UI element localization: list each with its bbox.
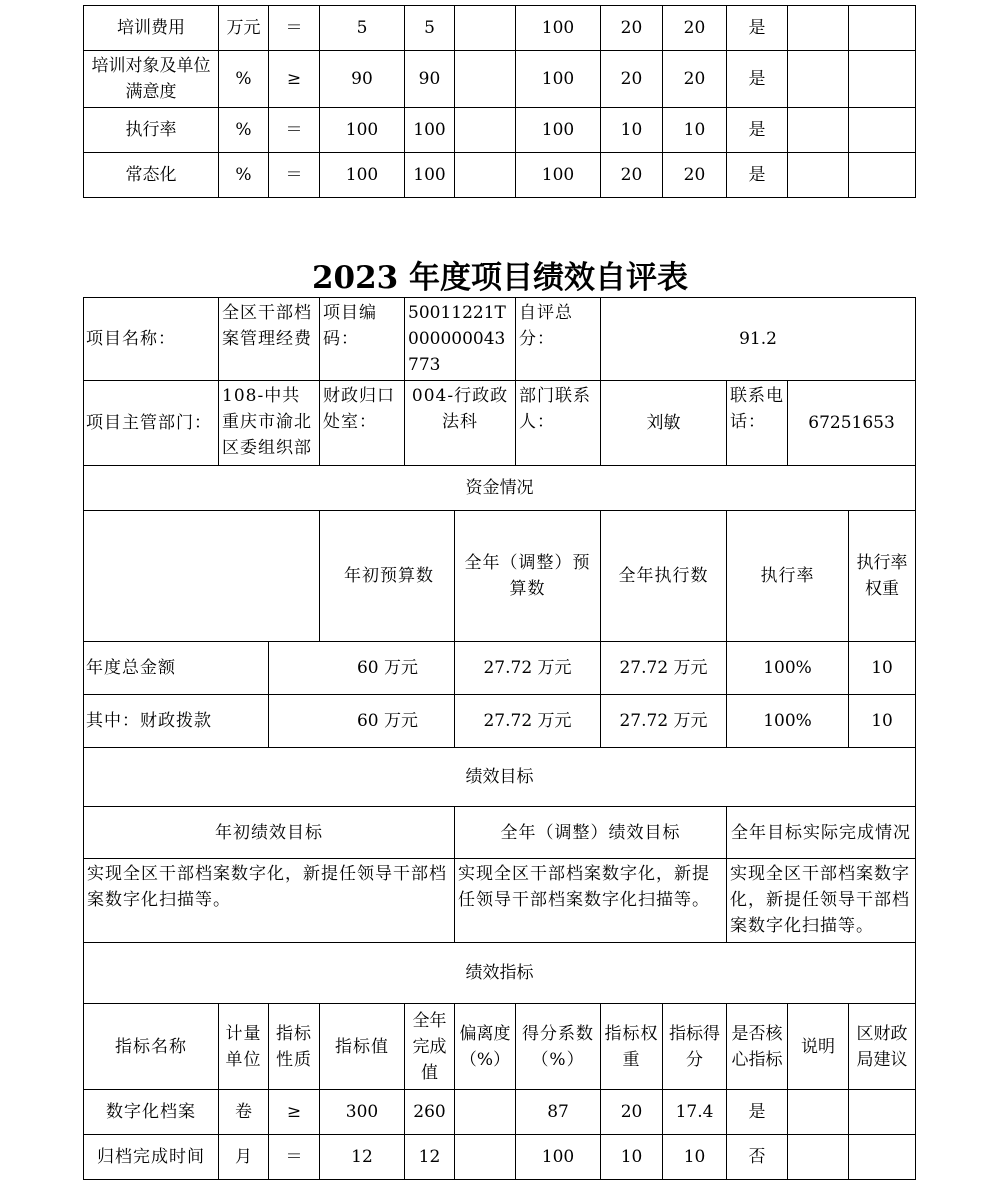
indicator-name: 执行率 — [84, 108, 219, 153]
indicator-name: 培训费用 — [84, 6, 219, 51]
indicator-name: 归档完成时间 — [84, 1135, 219, 1180]
indicator-note — [788, 1090, 849, 1135]
goals-initial-text: 实现全区干部档案数字化，新提任领导干部档案数字化扫描等。 — [84, 859, 455, 943]
indicator-deviation — [455, 6, 516, 51]
funds-header-row — [84, 511, 916, 642]
evaluation-table — [83, 297, 916, 1180]
indicator-note — [788, 1135, 849, 1180]
header-note: 说明 — [788, 1004, 849, 1090]
indicator-deviation — [455, 108, 516, 153]
funds-row-label: 其中：财政拨款 — [84, 695, 269, 748]
page-title: 2023 年度项目绩效自评表 — [311, 260, 689, 296]
indicator-unit: % — [219, 108, 269, 153]
indicator-target: 100 — [320, 153, 405, 198]
header-coef: 得分系数（%） — [516, 1004, 601, 1090]
header-done: 全年完成值 — [405, 1004, 455, 1090]
contact-label: 部门联系人： — [516, 381, 601, 466]
indicator-core: 是 — [727, 6, 788, 51]
goals-adjusted-text: 实现全区干部档案数字化，新提任领导干部档案数字化扫描等。 — [455, 859, 727, 943]
funds-weight: 10 — [849, 642, 916, 695]
goals-content-row — [84, 859, 916, 943]
table-row — [84, 6, 916, 51]
indicator-unit: % — [219, 51, 269, 108]
indicator-target: 100 — [320, 108, 405, 153]
funds-header-adjusted: 全年（调整）预算数 — [455, 511, 601, 642]
table-row — [84, 1135, 916, 1180]
table-row — [84, 642, 916, 695]
goals-header-initial: 年初绩效目标 — [84, 807, 455, 859]
goals-header-adjusted: 全年（调整）绩效目标 — [455, 807, 727, 859]
indicator-advice — [849, 1135, 916, 1180]
header-indicator-name: 指标名称 — [84, 1004, 219, 1090]
header-unit: 计量单位 — [219, 1004, 269, 1090]
funds-rate: 100% — [727, 642, 849, 695]
indicator-advice — [849, 6, 916, 51]
funds-header-initial: 年初预算数 — [320, 511, 455, 642]
indicator-score: 20 — [663, 6, 727, 51]
funds-executed: 27.72 万元 — [601, 642, 727, 695]
indicator-nature: ＝ — [269, 153, 320, 198]
indicator-target: 300 — [320, 1090, 405, 1135]
indicator-core: 是 — [727, 51, 788, 108]
table-row — [84, 1090, 916, 1135]
funds-section-row — [84, 466, 916, 511]
indicator-deviation — [455, 1090, 516, 1135]
table-row — [84, 695, 916, 748]
funds-initial: 60 万元 — [269, 642, 455, 695]
indicator-advice — [849, 108, 916, 153]
goals-actual-text: 实现全区干部档案数字化，新提任领导干部档案数字化扫描等。 — [727, 859, 916, 943]
indicator-target: 5 — [320, 6, 405, 51]
indicator-advice — [849, 51, 916, 108]
indicator-coef: 87 — [516, 1090, 601, 1135]
indicator-coef: 100 — [516, 6, 601, 51]
funds-rate: 100% — [727, 695, 849, 748]
funds-header-executed: 全年执行数 — [601, 511, 727, 642]
department-value: 108-中共重庆市渝北区委组织部 — [219, 381, 320, 466]
department-row — [84, 381, 916, 466]
indicator-coef: 100 — [516, 1135, 601, 1180]
self-score-label: 自评总分： — [516, 298, 601, 381]
previous-indicator-table — [83, 5, 916, 198]
indicator-coef: 100 — [516, 51, 601, 108]
indicator-score: 10 — [663, 1135, 727, 1180]
indicator-deviation — [455, 1135, 516, 1180]
indicator-core: 否 — [727, 1135, 788, 1180]
project-code-label: 项目编码： — [320, 298, 405, 381]
department-label: 项目主管部门： — [84, 381, 219, 466]
table-row — [84, 51, 916, 108]
indicator-weight: 20 — [601, 51, 663, 108]
project-name-value: 全区干部档案管理经费 — [219, 298, 320, 381]
goals-section-row — [84, 748, 916, 807]
indicator-nature: ≥ — [269, 1090, 320, 1135]
indicator-done: 100 — [405, 108, 455, 153]
indicator-advice — [849, 1090, 916, 1135]
header-score: 指标得分 — [663, 1004, 727, 1090]
indicator-done: 90 — [405, 51, 455, 108]
indicator-target: 12 — [320, 1135, 405, 1180]
indicator-weight: 10 — [601, 108, 663, 153]
indicator-score: 17.4 — [663, 1090, 727, 1135]
header-deviation: 偏离度（%） — [455, 1004, 516, 1090]
funds-header-rate: 执行率 — [727, 511, 849, 642]
header-weight: 指标权重 — [601, 1004, 663, 1090]
indicator-done: 260 — [405, 1090, 455, 1135]
goals-section-title: 绩效目标 — [84, 748, 916, 807]
indicator-core: 是 — [727, 153, 788, 198]
indicators-section-title: 绩效指标 — [84, 943, 916, 1004]
indicator-nature: ＝ — [269, 6, 320, 51]
indicator-unit: 月 — [219, 1135, 269, 1180]
funds-header-weight: 执行率权重 — [849, 511, 916, 642]
table-row — [84, 153, 916, 198]
indicator-weight: 20 — [601, 1090, 663, 1135]
finance-office-label: 财政归口处室： — [320, 381, 405, 466]
funds-weight: 10 — [849, 695, 916, 748]
project-name-label: 项目名称： — [84, 298, 219, 381]
indicator-advice — [849, 153, 916, 198]
project-code-value: 50011221T000000043773 — [405, 298, 516, 381]
indicator-done: 12 — [405, 1135, 455, 1180]
indicator-coef: 100 — [516, 108, 601, 153]
phone-label: 联系电话： — [727, 381, 788, 466]
indicators-header-row — [84, 1004, 916, 1090]
funds-executed: 27.72 万元 — [601, 695, 727, 748]
indicator-deviation — [455, 51, 516, 108]
indicator-nature: ＝ — [269, 1135, 320, 1180]
indicator-core: 是 — [727, 108, 788, 153]
indicator-deviation — [455, 153, 516, 198]
indicator-score: 10 — [663, 108, 727, 153]
funds-adjusted: 27.72 万元 — [455, 642, 601, 695]
contact-value: 刘敏 — [601, 381, 727, 466]
indicator-note — [788, 6, 849, 51]
funds-header-blank — [84, 511, 320, 642]
indicator-score: 20 — [663, 153, 727, 198]
indicator-done: 100 — [405, 153, 455, 198]
indicator-unit: 卷 — [219, 1090, 269, 1135]
indicator-name: 数字化档案 — [84, 1090, 219, 1135]
project-info-row — [84, 298, 916, 381]
indicator-name: 常态化 — [84, 153, 219, 198]
funds-initial: 60 万元 — [269, 695, 455, 748]
indicator-weight: 10 — [601, 1135, 663, 1180]
indicator-nature: ≥ — [269, 51, 320, 108]
funds-adjusted: 27.72 万元 — [455, 695, 601, 748]
goals-header-actual: 全年目标实际完成情况 — [727, 807, 916, 859]
indicator-weight: 20 — [601, 153, 663, 198]
indicator-done: 5 — [405, 6, 455, 51]
indicator-score: 20 — [663, 51, 727, 108]
indicator-name: 培训对象及单位满意度 — [84, 51, 219, 108]
indicator-target: 90 — [320, 51, 405, 108]
table-row — [84, 108, 916, 153]
indicators-section-row — [84, 943, 916, 1004]
indicator-core: 是 — [727, 1090, 788, 1135]
indicator-note — [788, 51, 849, 108]
indicator-note — [788, 108, 849, 153]
self-score-value: 91.2 — [601, 298, 916, 381]
funds-section-title: 资金情况 — [84, 466, 916, 511]
header-nature: 指标性质 — [269, 1004, 320, 1090]
indicator-nature: ＝ — [269, 108, 320, 153]
indicator-coef: 100 — [516, 153, 601, 198]
funds-row-label: 年度总金额 — [84, 642, 269, 695]
finance-office-value: 004-行政政法科 — [405, 381, 516, 466]
indicator-note — [788, 153, 849, 198]
indicator-weight: 20 — [601, 6, 663, 51]
phone-value: 67251653 — [788, 381, 916, 466]
header-target: 指标值 — [320, 1004, 405, 1090]
header-advice: 区财政局建议 — [849, 1004, 916, 1090]
goals-header-row — [84, 807, 916, 859]
indicator-unit: 万元 — [219, 6, 269, 51]
indicator-unit: % — [219, 153, 269, 198]
header-core: 是否核心指标 — [727, 1004, 788, 1090]
